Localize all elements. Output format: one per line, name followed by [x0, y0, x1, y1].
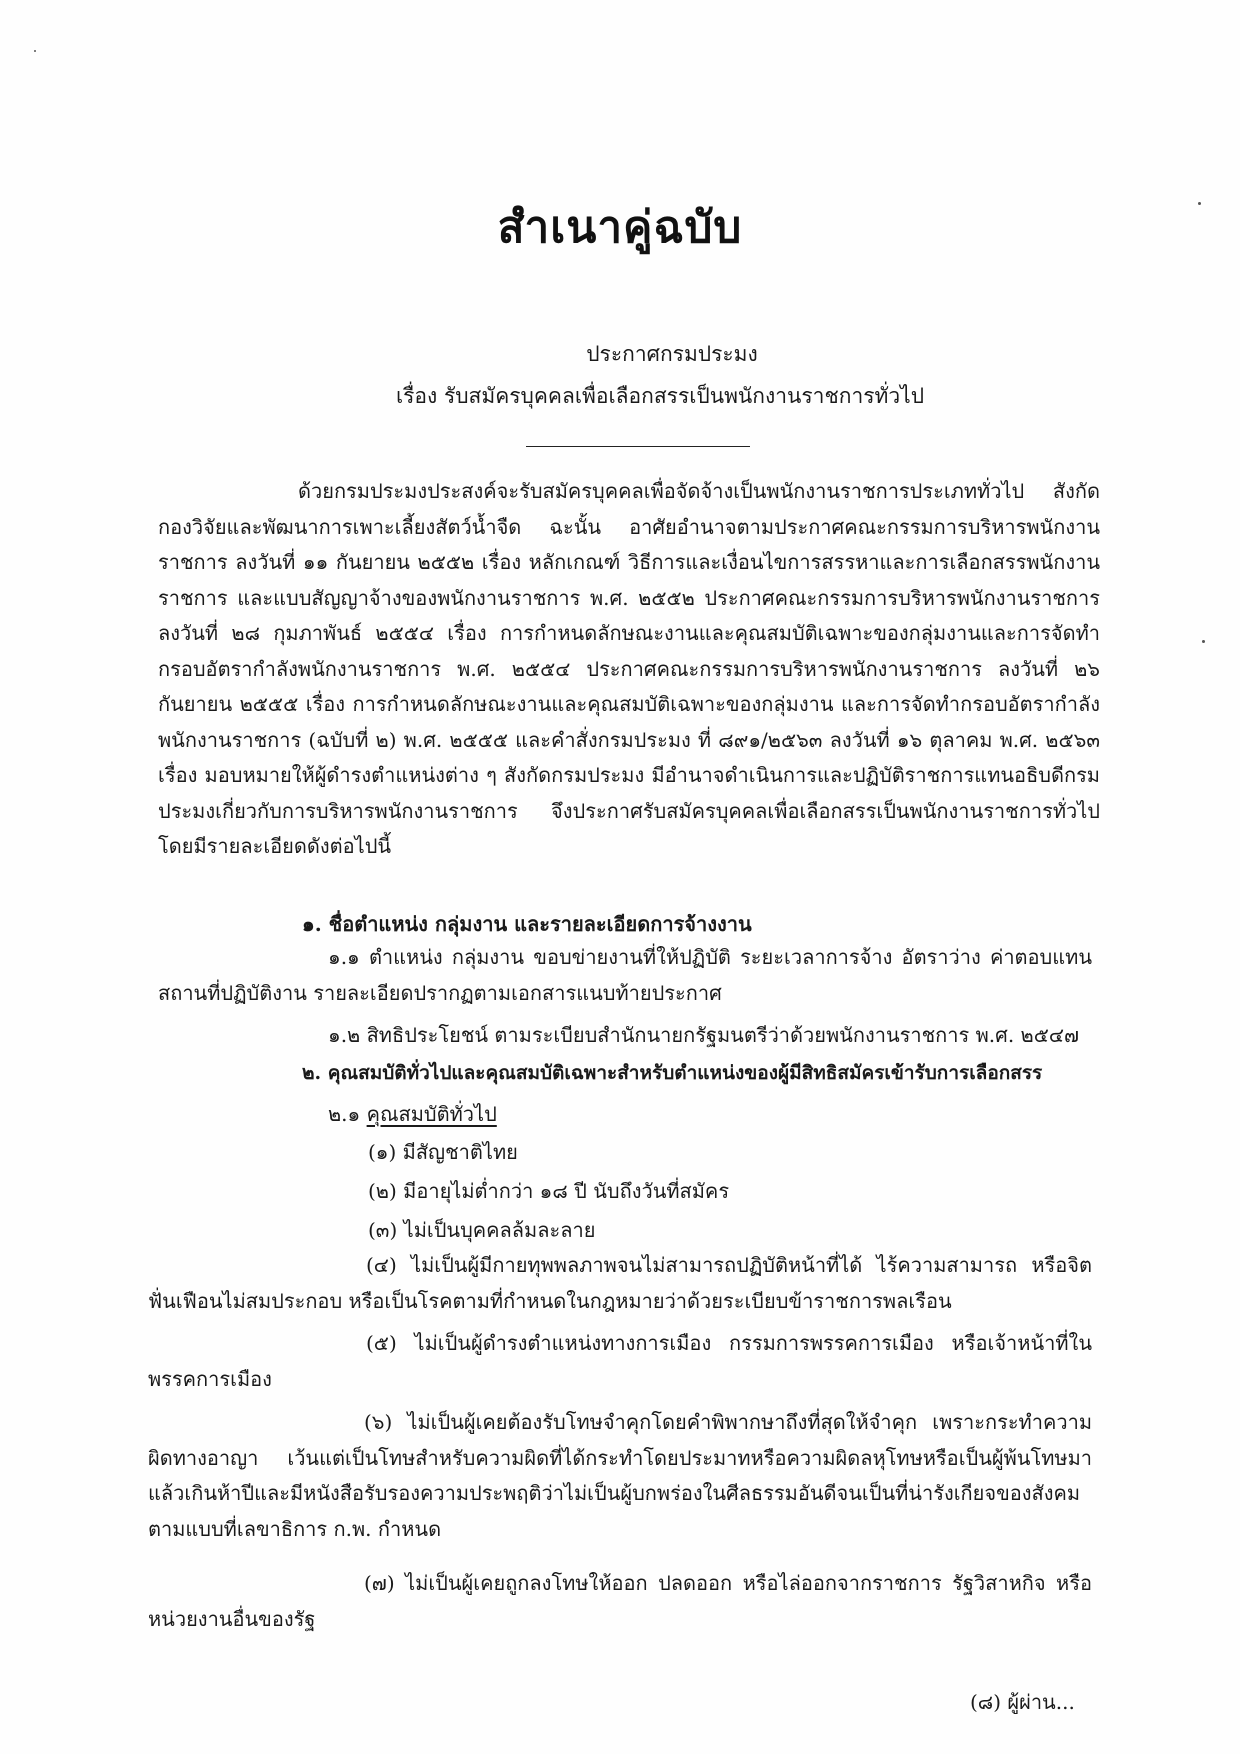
scan-speck — [1202, 640, 1205, 643]
qualification-2: (๒) มีอายุไม่ต่ำกว่า ๑๘ ปี นับถึงวันที่สมัคร — [368, 1179, 730, 1203]
intro-paragraph: ด้วยกรมประมงประสงค์จะรับสมัครบุคคลเพื่อจัดจ้างเป็นพนักงานราชการประเภททั่วไป สังกัดกองวิจัยและพัฒนาการเพาะเลี้ยงสัตว์น้ำจืด ฉะนั้น อาศัยอำนาจตามประกาศคณะกรรมการบริหารพนักงานราชการ ลงวันที่ ๑๑ กันยายน ๒๕๕๒ เรื่อง หลักเกณฑ์ วิธีการและเงื่อนไขการสรรหาและการเลือกสรรพนักงานราชการ และแบบสัญญาจ้างของพนักงานราชการ พ.ศ. ๒๕๕๒ ประกาศคณะกรรมการบริหารพนักงานราชการ ลงวันที่ ๒๘ กุมภาพันธ์ ๒๕๕๔ เรื่อง การกำหนดลักษณะงานและคุณสมบัติเฉพาะของกลุ่มงานและการจัดทำกรอบอัตรากำลังพนักงานราชการ พ.ศ. ๒๕๕๔ ประกาศคณะกรรมการบริหารพนักงานราชการ ลงวันที่ ๒๖ กันยายน ๒๕๕๕ เรื่อง การกำหนดลักษณะงานและคุณสมบัติเฉพาะของกลุ่มงาน และการจัดทำกรอบอัตรากำลังพนักงานราชการ (ฉบับที่ ๒) พ.ศ. ๒๕๕๕ และคำสั่งกรมประมง ที่ ๘๙๑/๒๕๖๓ ลงวันที่ ๑๖ ตุลาคม พ.ศ. ๒๕๖๓ เรื่อง มอบหมายให้ผู้ดำรงตำแหน่งต่าง ๆ สังกัดกรมประมง มีอำนาจดำเนินการและปฏิบัติราชการแทนอธิบดีกรมประมงเกี่ยวกับการบริหารพนักงานราชการ จึงประกาศรับสมัครบุคคลเพื่อเลือกสรรเป็นพนักงานราชการทั่วไป โดยมีรายละเอียดดังต่อไปนี้ — [158, 479, 1100, 858]
header-divider — [526, 446, 750, 447]
page-continuation: (๘) ผู้ผ่าน... — [970, 1690, 1075, 1714]
qualification-1: (๑) มีสัญชาติไทย — [368, 1140, 518, 1164]
copy-stamp-title: สำเนาคู่ฉบับ — [497, 202, 743, 253]
announcement-subject: เรื่อง รับสมัครบุคคลเพื่อเลือกสรรเป็นพนักงานราชการทั่วไป — [395, 384, 925, 408]
qualification-6: (๖) ไม่เป็นผู้เคยต้องรับโทษจำคุกโดยคำพิพากษาถึงที่สุดให้จำคุก เพราะกระทำความผิดทางอาญา เว้นแต่เป็นโทษสำหรับความผิดที่ได้กระทำโดยประมาทหรือความผิดลหุโทษหรือเป็นผู้พ้นโทษมาแล้วเกินห้าปีและมีหนังสือรับรองความประพฤติว่าไม่เป็นผู้บกพร่องในศีลธรรมอันดีจนเป็นที่น่ารังเกียจของสังคมตามแบบที่เลขาธิการ ก.พ. กำหนด — [148, 1410, 1092, 1541]
qualification-7: (๗) ไม่เป็นผู้เคยถูกลงโทษให้ออก ปลดออก หรือไล่ออกจากราชการ รัฐวิสาหกิจ หรือหน่วยงานอื่นของรัฐ — [148, 1571, 1092, 1631]
qualification-5: (๕) ไม่เป็นผู้ดำรงตำแหน่งทางการเมือง กรรมการพรรคการเมือง หรือเจ้าหน้าที่ในพรรคการเมือง — [148, 1331, 1092, 1391]
scan-speck — [34, 50, 36, 52]
section1-heading: ๑. ชื่อตำแหน่ง กลุ่มงาน และรายละเอียดการจ้างงาน — [302, 912, 752, 936]
section1-item1: ๑.๑ ตำแหน่ง กลุ่มงาน ขอบข่ายงานที่ให้ปฏิบัติ ระยะเวลาการจ้าง อัตราว่าง ค่าตอบแทนสถานที่ปฏิบัติงาน รายละเอียดปรากฏตามเอกสารแนบท้ายประกาศ — [158, 945, 1092, 1005]
section2-sub-number: ๒.๑ — [328, 1102, 361, 1126]
announcement-issuer: ประกาศกรมประมง — [586, 342, 758, 366]
section2-subheading — [328, 1098, 497, 1130]
section2-sub-label: คุณสมบัติทั่วไป — [366, 1102, 497, 1126]
section2-heading: ๒. คุณสมบัติทั่วไปและคุณสมบัติเฉพาะสำหรับตำแหน่งของผู้มีสิทธิสมัครเข้ารับการเลือกสรร — [302, 1062, 1043, 1084]
qualification-4: (๔) ไม่เป็นผู้มีกายทุพพลภาพจนไม่สามารถปฏิบัติหน้าที่ได้ ไร้ความสามารถ หรือจิตฟั่นเฟือนไม่สมประกอบ หรือเป็นโรคตามที่กำหนดในกฎหมายว่าด้วยระเบียบข้าราชการพลเรือน — [148, 1253, 1092, 1313]
section1-item2: ๑.๒ สิทธิประโยชน์ ตามระเบียบสำนักนายกรัฐมนตรีว่าด้วยพนักงานราชการ พ.ศ. ๒๕๔๗ — [328, 1023, 1080, 1047]
scan-speck — [1198, 202, 1201, 205]
qualification-3: (๓) ไม่เป็นบุคคลล้มละลาย — [368, 1218, 596, 1242]
